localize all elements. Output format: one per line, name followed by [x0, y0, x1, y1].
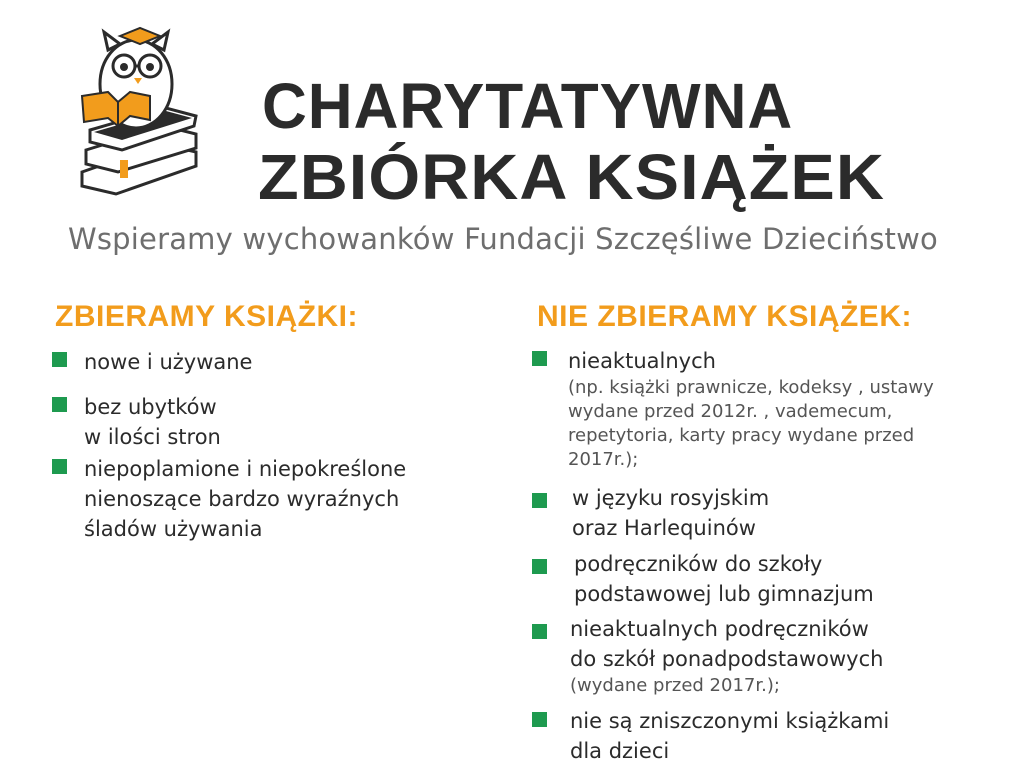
- item-text: oraz Harlequinów: [572, 516, 756, 540]
- bullet-square-icon: [52, 459, 67, 474]
- bullet-square-icon: [532, 493, 547, 508]
- item-text: nie są zniszczonymi książkami: [570, 709, 890, 733]
- item-text: niepoplamione i niepokreślone: [84, 457, 407, 481]
- item-note: repetytoria, karty pracy wydane przed: [568, 425, 915, 446]
- item-note: (wydane przed 2017r.);: [570, 675, 780, 696]
- item-note: wydane przed 2012r. , vademecum,: [568, 401, 893, 422]
- bullet-square-icon: [532, 559, 547, 574]
- item-text: w języku rosyjskim: [572, 486, 770, 510]
- subtitle: Wspieramy wychowanków Fundacji Szczęśliwe Dzieciństwo: [68, 222, 938, 256]
- item-text: śladów używania: [84, 517, 263, 541]
- item-text: bez ubytków: [84, 395, 217, 419]
- item-note: 2017r.);: [568, 449, 639, 470]
- title-line-2: ZBIÓRKA KSIĄŻEK: [258, 141, 885, 213]
- bullet-square-icon: [52, 397, 67, 412]
- item-note: (np. książki prawnicze, kodeksy , ustawy: [568, 377, 934, 398]
- item-text: nowe i używane: [84, 350, 253, 374]
- item-text: nieaktualnych: [568, 349, 716, 373]
- accepted-books-heading: ZBIERAMY KSIĄŻKI:: [55, 300, 358, 333]
- item-text: podstawowej lub gimnazjum: [574, 582, 874, 606]
- bullet-square-icon: [532, 351, 547, 366]
- item-text: nieaktualnych podręczników: [570, 617, 869, 641]
- rejected-books-heading: NIE ZBIERAMY KSIĄŻEK:: [537, 300, 912, 333]
- item-text: nienoszące bardzo wyraźnych: [84, 487, 400, 511]
- bullet-square-icon: [532, 712, 547, 727]
- item-text: podręczników do szkoły: [574, 552, 823, 576]
- bullet-square-icon: [532, 624, 547, 639]
- item-text: dla dzieci: [570, 739, 670, 763]
- title-line-1: CHARYTATYWNA: [262, 70, 794, 142]
- item-text: do szkół ponadpodstawowych: [570, 647, 884, 671]
- bullet-square-icon: [52, 352, 67, 367]
- item-text: w ilości stron: [84, 425, 221, 449]
- owl-with-books-logo-icon: [74, 22, 204, 202]
